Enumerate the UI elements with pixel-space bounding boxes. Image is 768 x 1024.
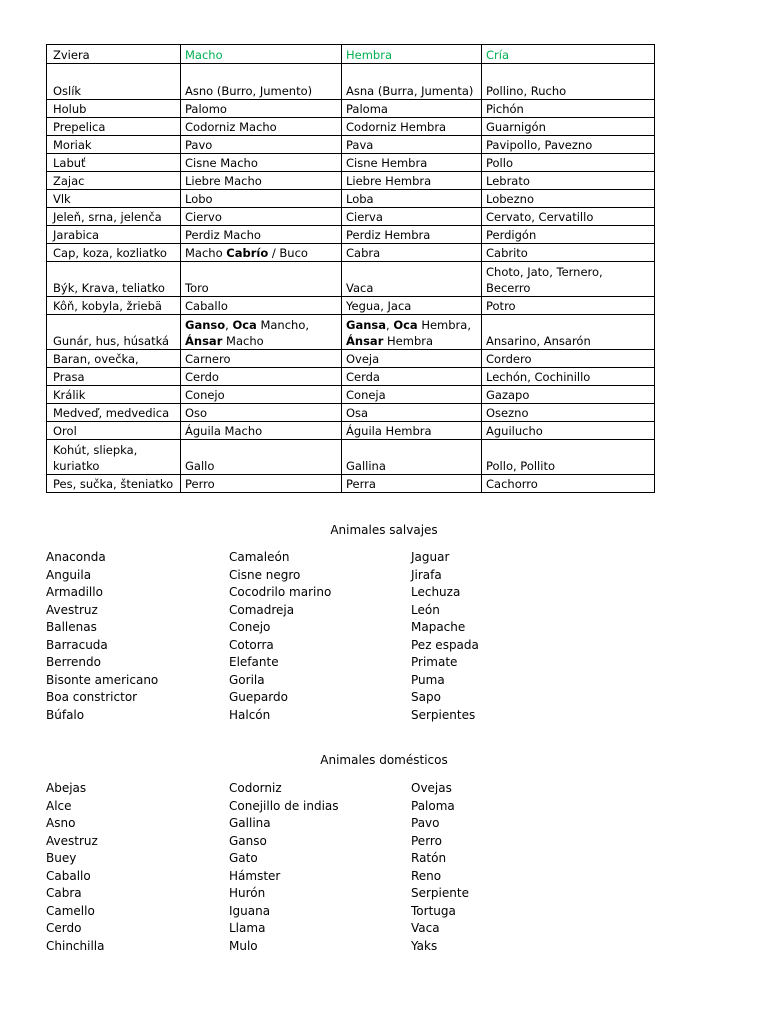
list-item: Serpiente bbox=[411, 886, 469, 900]
list-item: Perro bbox=[411, 833, 442, 848]
cell-text-part: Hembra, bbox=[417, 318, 471, 332]
table-row bbox=[47, 297, 655, 315]
table-row bbox=[47, 244, 655, 262]
cell-hembra: Oveja bbox=[342, 350, 482, 368]
cell-zviera: Býk, Krava, teliatko bbox=[47, 262, 181, 297]
cell-cria: Guarnigón bbox=[482, 118, 655, 136]
header-hembra: Hembra bbox=[342, 45, 482, 64]
cell-zviera: Orol bbox=[47, 422, 181, 440]
cell-cria: Pollo, Pollito bbox=[482, 440, 655, 475]
list-item: Conejo bbox=[229, 620, 271, 634]
list-item: Jaguar bbox=[411, 550, 450, 564]
cell-macho: Codorniz Macho bbox=[181, 118, 342, 136]
domesticos-title: Animales domésticos bbox=[320, 753, 448, 767]
salvajes-column bbox=[46, 549, 158, 724]
list-item: Halcón bbox=[229, 707, 271, 722]
list-item: Armadillo bbox=[46, 585, 103, 599]
list-item: Conejillo de indias bbox=[229, 798, 339, 813]
list-item: Cabra bbox=[46, 886, 82, 900]
cell-hembra: Liebre Hembra bbox=[342, 172, 482, 190]
cell-hembra: Pava bbox=[342, 136, 482, 154]
cell-cria: Osezno bbox=[482, 404, 655, 422]
salvajes-column bbox=[411, 549, 479, 724]
cell-macho: Cerdo bbox=[181, 368, 342, 386]
list-item: Cerdo bbox=[46, 921, 82, 935]
cell-text-part: Oca bbox=[232, 318, 257, 332]
list-item: Gato bbox=[229, 851, 258, 865]
cell-hembra: Yegua, Jaca bbox=[342, 297, 482, 315]
list-item: Sapo bbox=[411, 690, 441, 704]
list-item: Elefante bbox=[229, 655, 279, 669]
cell-macho bbox=[181, 244, 342, 262]
cell-macho: Ciervo bbox=[181, 208, 342, 226]
cell-hembra bbox=[342, 315, 482, 350]
cell-zviera: Holub bbox=[47, 100, 181, 118]
list-item: Llama bbox=[229, 921, 266, 935]
header-macho: Macho bbox=[181, 45, 342, 64]
cell-zviera: Oslík bbox=[47, 64, 181, 100]
cell-hembra: Cisne Hembra bbox=[342, 154, 482, 172]
list-item: Paloma bbox=[411, 798, 455, 813]
cell-zviera: Prepelica bbox=[47, 118, 181, 136]
cell-cria: Lebrato bbox=[482, 172, 655, 190]
cell-macho: Liebre Macho bbox=[181, 172, 342, 190]
list-item: Comadreja bbox=[229, 602, 295, 617]
cell-macho bbox=[181, 315, 342, 350]
cell-cria: Pichón bbox=[482, 100, 655, 118]
salvajes-title: Animales salvajes bbox=[330, 523, 438, 537]
cell-cria: Perdigón bbox=[482, 226, 655, 244]
cell-text-part: , bbox=[386, 318, 394, 332]
cell-cria: Cordero bbox=[482, 350, 655, 368]
table-row bbox=[47, 154, 655, 172]
cell-zviera: Jarabica bbox=[47, 226, 181, 244]
list-item: Yaks bbox=[411, 938, 438, 953]
cell-macho: Cisne Macho bbox=[181, 154, 342, 172]
list-item: Cotorra bbox=[229, 637, 274, 652]
list-item: Asno bbox=[46, 816, 76, 830]
list-item: Abejas bbox=[46, 781, 87, 795]
list-item: Puma bbox=[411, 672, 445, 687]
cell-zviera: Baran, ovečka, bbox=[47, 350, 181, 368]
cell-macho: Caballo bbox=[181, 297, 342, 315]
cell-text-part: Ánsar bbox=[185, 334, 223, 348]
cell-macho: Perdiz Macho bbox=[181, 226, 342, 244]
cell-text-part: / Buco bbox=[268, 246, 308, 260]
cell-zviera: Pes, sučka, šteniatko bbox=[47, 475, 181, 493]
cell-hembra: Osa bbox=[342, 404, 482, 422]
cell-zviera: Labuť bbox=[47, 154, 181, 172]
list-item: Ratón bbox=[411, 851, 447, 865]
table-row bbox=[47, 172, 655, 190]
cell-zviera: Prasa bbox=[47, 368, 181, 386]
header-cria: Cría bbox=[482, 45, 655, 64]
domesticos-column bbox=[46, 780, 104, 955]
cell-cria: Cachorro bbox=[482, 475, 655, 493]
cell-text-part: Ganso bbox=[185, 318, 226, 332]
cell-hembra: Coneja bbox=[342, 386, 482, 404]
cell-macho: Perro bbox=[181, 475, 342, 493]
cell-hembra: Paloma bbox=[342, 100, 482, 118]
cell-zviera: Kôň, kobyla, žriebä bbox=[47, 297, 181, 315]
cell-cria: Lobezno bbox=[482, 190, 655, 208]
list-item: Hámster bbox=[229, 868, 281, 883]
table-row bbox=[47, 118, 655, 136]
list-item: Serpientes bbox=[411, 707, 476, 722]
cell-cria: Pavipollo, Pavezno bbox=[482, 136, 655, 154]
list-item: Berrendo bbox=[46, 655, 101, 669]
cell-cria: Pollino, Rucho bbox=[482, 64, 655, 100]
cell-macho: Oso bbox=[181, 404, 342, 422]
table-row bbox=[47, 475, 655, 493]
cell-hembra: Perra bbox=[342, 475, 482, 493]
table-row bbox=[47, 64, 655, 100]
cell-cria: Aguilucho bbox=[482, 422, 655, 440]
cell-hembra: Vaca bbox=[342, 262, 482, 297]
domesticos-list bbox=[46, 780, 606, 960]
list-item: Primate bbox=[411, 655, 458, 669]
list-item: Anaconda bbox=[46, 550, 106, 564]
list-item: Gallina bbox=[229, 816, 271, 830]
cell-macho: Conejo bbox=[181, 386, 342, 404]
cell-cria: Pollo bbox=[482, 154, 655, 172]
cell-text-part: Gansa bbox=[346, 318, 386, 332]
cell-zviera: Kohút, sliepka, kuriatko bbox=[47, 440, 181, 475]
list-item: León bbox=[411, 602, 440, 617]
list-item: Cisne negro bbox=[229, 567, 301, 582]
cell-cria: Gazapo bbox=[482, 386, 655, 404]
cell-text-part: Ánsar bbox=[346, 334, 384, 348]
cell-hembra: Águila Hembra bbox=[342, 422, 482, 440]
cell-macho: Lobo bbox=[181, 190, 342, 208]
table-row bbox=[47, 100, 655, 118]
cell-cria: Ansarino, Ansarón bbox=[482, 315, 655, 350]
cell-cria: Cabrito bbox=[482, 244, 655, 262]
cell-zviera: Gunár, hus, húsatká bbox=[47, 315, 181, 350]
list-item: Avestruz bbox=[46, 833, 98, 848]
table-header-row bbox=[47, 45, 655, 64]
cell-zviera: Jeleň, srna, jelenča bbox=[47, 208, 181, 226]
list-item: Camaleón bbox=[229, 550, 290, 564]
cell-hembra: Cabra bbox=[342, 244, 482, 262]
cell-cria: Lechón, Cochinillo bbox=[482, 368, 655, 386]
table-row bbox=[47, 136, 655, 154]
list-item: Vaca bbox=[411, 921, 440, 935]
list-item: Lechuza bbox=[411, 585, 461, 599]
cell-hembra: Cerda bbox=[342, 368, 482, 386]
cell-macho: Asno (Burro, Jumento) bbox=[181, 64, 342, 100]
cell-macho: Toro bbox=[181, 262, 342, 297]
list-item: Iguana bbox=[229, 903, 271, 918]
list-item: Búfalo bbox=[46, 707, 85, 722]
cell-macho: Pavo bbox=[181, 136, 342, 154]
domesticos-column bbox=[411, 780, 469, 955]
cell-zviera: Moriak bbox=[47, 136, 181, 154]
table-row bbox=[47, 226, 655, 244]
animal-names-table bbox=[46, 44, 655, 493]
cell-text-part: Macho bbox=[185, 246, 227, 260]
cell-macho: Águila Macho bbox=[181, 422, 342, 440]
list-item: Ganso bbox=[229, 833, 267, 848]
list-item: Ovejas bbox=[411, 781, 452, 795]
table-row bbox=[47, 315, 655, 350]
list-item: Codorniz bbox=[229, 781, 282, 795]
table-row bbox=[47, 262, 655, 297]
cell-text-part: Oca bbox=[393, 318, 418, 332]
table-row bbox=[47, 440, 655, 475]
list-item: Hurón bbox=[229, 886, 266, 900]
list-item: Camello bbox=[46, 903, 95, 918]
cell-macho: Gallo bbox=[181, 440, 342, 475]
cell-zviera: Medveď, medvedica bbox=[47, 404, 181, 422]
list-item: Gorila bbox=[229, 672, 265, 687]
cell-text-part: Cabrío bbox=[226, 246, 269, 260]
table-row bbox=[47, 368, 655, 386]
cell-cria: Potro bbox=[482, 297, 655, 315]
table-row bbox=[47, 386, 655, 404]
header-zviera: Zviera bbox=[47, 45, 181, 64]
cell-hembra: Asna (Burra, Jumenta) bbox=[342, 64, 482, 100]
table-row bbox=[47, 190, 655, 208]
cell-cria: Cervato, Cervatillo bbox=[482, 208, 655, 226]
list-item: Mulo bbox=[229, 938, 258, 953]
list-item: Bisonte americano bbox=[46, 672, 159, 687]
table-row bbox=[47, 422, 655, 440]
table-row bbox=[47, 208, 655, 226]
cell-hembra: Codorniz Hembra bbox=[342, 118, 482, 136]
cell-text-part: , bbox=[225, 318, 233, 332]
cell-macho: Carnero bbox=[181, 350, 342, 368]
list-item: Ballenas bbox=[46, 620, 97, 634]
list-item: Caballo bbox=[46, 868, 91, 883]
list-item: Boa constrictor bbox=[46, 690, 138, 704]
list-item: Guepardo bbox=[229, 690, 288, 704]
cell-text-part: Macho bbox=[222, 334, 264, 348]
domesticos-column bbox=[229, 780, 339, 955]
list-item: Buey bbox=[46, 851, 77, 865]
cell-text-part: Hembra bbox=[383, 334, 434, 348]
table-row bbox=[47, 350, 655, 368]
list-item: Pez espada bbox=[411, 637, 479, 652]
cell-hembra: Loba bbox=[342, 190, 482, 208]
list-item: Cocodrilo marino bbox=[229, 585, 332, 599]
list-item: Alce bbox=[46, 798, 72, 813]
cell-cria: Choto, Jato, Ternero, Becerro bbox=[482, 262, 655, 297]
cell-hembra: Gallina bbox=[342, 440, 482, 475]
list-item: Barracuda bbox=[46, 637, 108, 652]
list-item: Chinchilla bbox=[46, 938, 105, 953]
salvajes-column bbox=[229, 549, 331, 724]
list-item: Anguila bbox=[46, 567, 92, 582]
list-item: Pavo bbox=[411, 816, 440, 830]
list-item: Tortuga bbox=[411, 903, 456, 918]
list-item: Jirafa bbox=[411, 567, 442, 582]
cell-text-part: Mancho, bbox=[256, 318, 310, 332]
table-row bbox=[47, 404, 655, 422]
cell-zviera: Cap, koza, kozliatko bbox=[47, 244, 181, 262]
cell-hembra: Cierva bbox=[342, 208, 482, 226]
list-item: Reno bbox=[411, 868, 442, 883]
cell-zviera: Králik bbox=[47, 386, 181, 404]
cell-hembra: Perdiz Hembra bbox=[342, 226, 482, 244]
cell-zviera: Vlk bbox=[47, 190, 181, 208]
list-item: Avestruz bbox=[46, 602, 98, 617]
salvajes-list bbox=[46, 549, 606, 729]
list-item: Mapache bbox=[411, 620, 466, 634]
cell-zviera: Zajac bbox=[47, 172, 181, 190]
cell-macho: Palomo bbox=[181, 100, 342, 118]
